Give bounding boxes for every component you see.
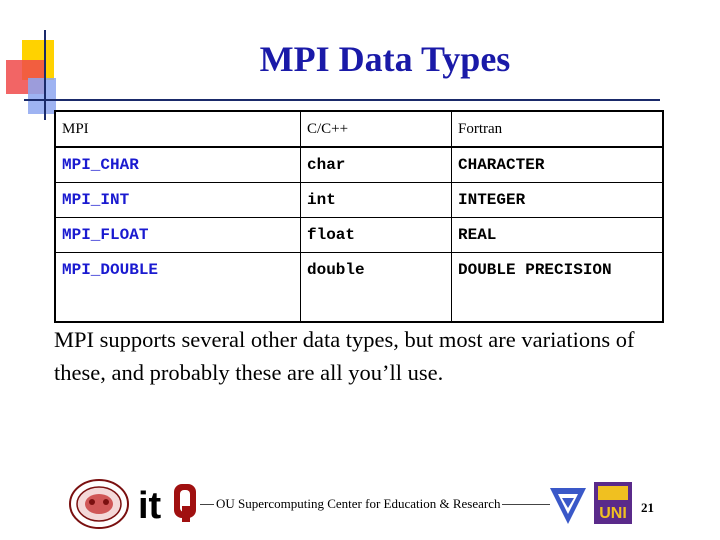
- table-row: [55, 218, 663, 253]
- cell-fortran: DOUBLE PRECISION: [452, 253, 664, 323]
- table-row: [55, 147, 663, 183]
- header-c: C/C++: [301, 111, 452, 147]
- cell-fortran: REAL: [452, 218, 664, 253]
- page-number: 21: [641, 500, 654, 515]
- it-text: it: [138, 485, 162, 526]
- cell-mpi: MPI_INT: [55, 183, 301, 218]
- table-header-row: [55, 111, 663, 147]
- uni-logo: [592, 480, 634, 526]
- cell-c: float: [301, 218, 452, 253]
- table-row: [55, 183, 663, 218]
- data-types-table: [54, 110, 664, 323]
- uni-text: UNI: [599, 505, 627, 522]
- cell-fortran: CHARACTER: [452, 147, 664, 183]
- cell-c: char: [301, 147, 452, 183]
- v-logo: [548, 484, 588, 528]
- header-fortran: Fortran: [452, 111, 664, 147]
- deco-horizontal-line: [24, 99, 660, 101]
- cell-mpi: MPI_DOUBLE: [55, 253, 301, 323]
- cell-c: double: [301, 253, 452, 323]
- cell-c: int: [301, 183, 452, 218]
- table-row: [55, 253, 663, 323]
- oscer-seal-logo: [68, 478, 130, 530]
- footer-text: OU Supercomputing Center for Education & Research: [216, 496, 501, 511]
- cell-mpi: MPI_FLOAT: [55, 218, 301, 253]
- header-mpi: MPI: [55, 111, 301, 147]
- deco-blue-square: [28, 78, 56, 114]
- it-ou-logo: [136, 478, 200, 526]
- slide-title: MPI Data Types: [259, 39, 511, 79]
- body-paragraph: MPI supports several other data types, but most are variations of these, and probably these are all you’ll use.: [54, 327, 635, 385]
- cell-mpi: MPI_CHAR: [55, 147, 301, 183]
- cell-fortran: INTEGER: [452, 183, 664, 218]
